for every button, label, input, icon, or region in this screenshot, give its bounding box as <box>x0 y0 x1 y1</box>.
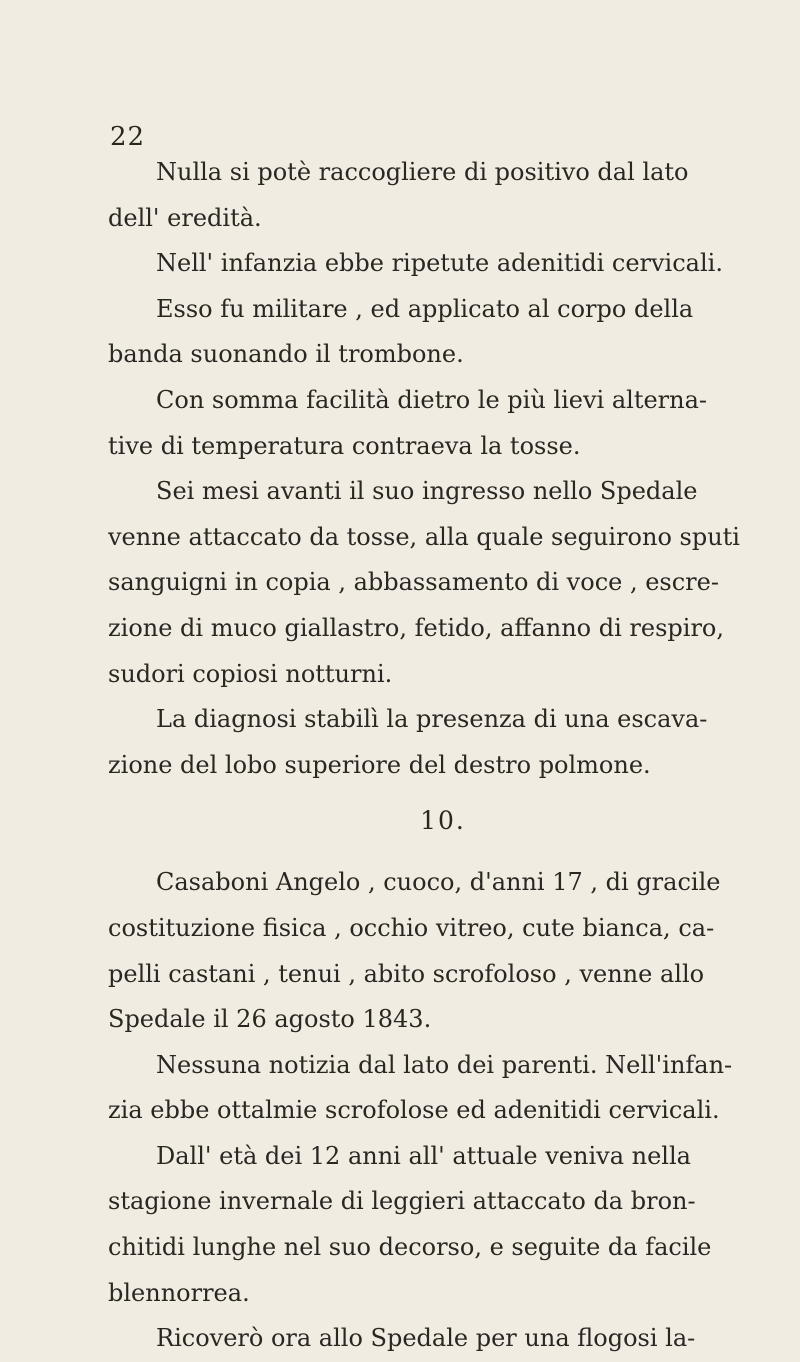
text-line: venne attaccato da tosse, alla quale seguirono sputi <box>108 522 740 551</box>
section-number: 10. <box>420 806 466 836</box>
text-line: Nulla si potè raccogliere di positivo dal lato <box>156 158 689 186</box>
paragraph <box>108 150 758 196</box>
paragraph-continuation <box>108 515 758 697</box>
text-line: Dall' età dei 12 anni all' attuale veniva nella <box>156 1141 691 1170</box>
text-line: zione di muco giallastro, fetido, affanno di respiro, <box>108 613 724 642</box>
paragraph <box>108 1134 758 1180</box>
paragraph <box>108 697 758 743</box>
text-line: La diagnosi stabilì la presenza di una escava- <box>156 705 708 734</box>
paragraph-continuation <box>108 424 758 470</box>
text-line: sanguigni in copia , abbassamento di voce , escre- <box>108 568 719 597</box>
paragraph-continuation <box>108 196 758 242</box>
paragraph <box>108 1316 758 1362</box>
text-line: Esso fu militare , ed applicato al corpo della <box>156 294 694 323</box>
text-line: Ricoverò ora allo Spedale per una flogosi la- <box>156 1324 696 1353</box>
paragraph-continuation <box>108 332 758 378</box>
text-line: Casaboni Angelo , cuoco, d'anni 17 , di gracile <box>156 868 721 897</box>
text-line: Nell' infanzia ebbe ripetute adenitidi cervicali. <box>156 249 723 278</box>
paragraph <box>108 469 758 515</box>
paragraph-continuation <box>108 906 758 1043</box>
page-number: 22 <box>110 122 146 152</box>
paragraph <box>108 1043 758 1089</box>
text-line: costituzione fisica , occhio vitreo, cute bianca, ca- <box>108 913 715 942</box>
text-line: zione del lobo superiore del destro polmone. <box>108 750 651 779</box>
paragraph-continuation <box>108 1088 758 1134</box>
text-line: dell' eredità. <box>108 203 262 232</box>
text-line: Sei mesi avanti il suo ingresso nello Spedale <box>156 477 698 506</box>
text-line: blennorrea. <box>108 1278 250 1307</box>
text-line: banda suonando il trombone. <box>108 340 464 369</box>
text-line: zia ebbe ottalmie scrofolose ed adenitidi cervicali. <box>108 1096 720 1125</box>
text-line: Con somma facilità dietro le più lievi alterna- <box>156 385 708 414</box>
text-line: Nessuna notizia dal lato dei parenti. Nell'infan- <box>156 1050 733 1079</box>
text-line: tive di temperatura contraeva la tosse. <box>108 431 581 460</box>
text-line: stagione invernale di leggieri attaccato da bron- <box>108 1187 696 1216</box>
paragraph <box>108 241 758 287</box>
text-line: sudori copiosi notturni. <box>108 659 393 688</box>
paragraph-continuation <box>108 743 758 789</box>
text-line: pelli castani , tenui , abito scrofoloso , venne allo <box>108 959 705 988</box>
body-text <box>108 150 758 1362</box>
paragraph-continuation <box>108 1179 758 1316</box>
text-line: Spedale il 26 agosto 1843. <box>108 1005 432 1034</box>
paragraph <box>108 378 758 424</box>
paragraph <box>108 860 758 906</box>
paragraph <box>108 287 758 333</box>
text-line: chitidi lunghe nel suo decorso, e seguite da facile <box>108 1233 712 1262</box>
